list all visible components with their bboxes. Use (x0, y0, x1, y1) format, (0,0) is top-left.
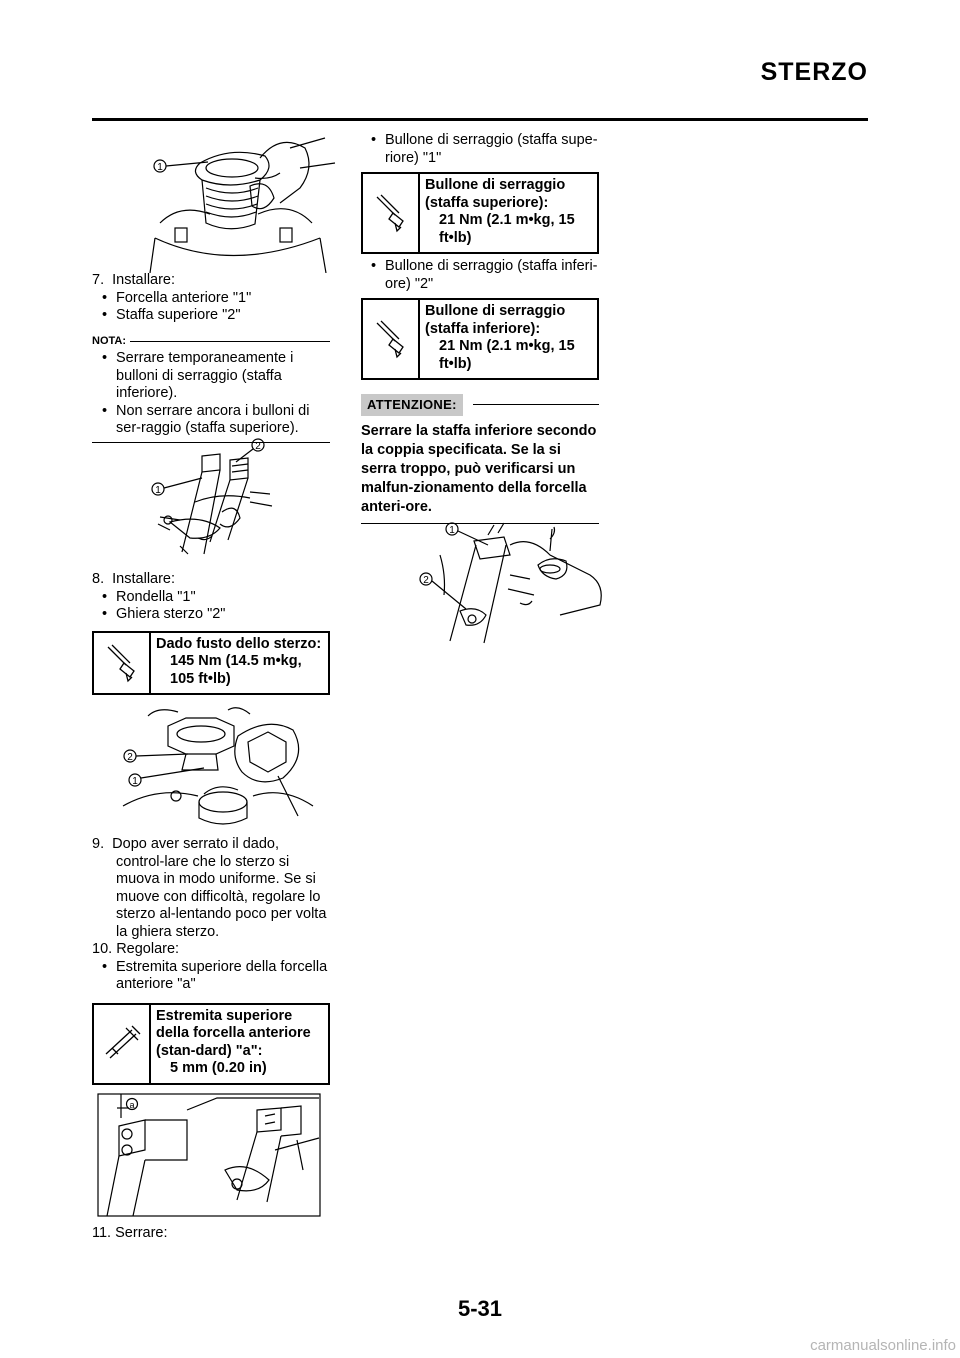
figure-bracket-bolts (410, 515, 610, 645)
spec-fork-top-value: 5 mm (0.20 in) (170, 1060, 267, 1076)
spec-fork-top (92, 1003, 330, 1085)
step-10: 10. Regolare: (92, 941, 180, 957)
watermark: carmanualsonline.info (810, 1337, 956, 1354)
torque-wrench-icon (363, 300, 420, 378)
torque-wrench-icon (363, 174, 420, 252)
fig3-label-1: 1 (132, 776, 138, 787)
caliper-icon (94, 1005, 151, 1083)
fig4-label-a: a (129, 1100, 135, 1110)
step-7: 7. Installare: (92, 272, 176, 288)
spec-steering-nut-title: Dado fusto dello sterzo: (156, 635, 322, 652)
spec-steering-nut-value: 145 Nm (14.5 m•kg, 105 ft•lb) (170, 653, 302, 687)
page-number: 5-31 (457, 1296, 503, 1321)
spec-lower-bolt-value: 21 Nm (2.1 m•kg, 15 ft•lb) (439, 338, 575, 372)
fig5-label-2: 2 (423, 575, 429, 586)
spec-lower-bracket-bolt (361, 298, 599, 380)
step-7-bullet-1: • Forcella anteriore "1" (92, 290, 330, 308)
step-11: 11. Serrare: (92, 1225, 168, 1241)
fig2-label-1: 1 (155, 485, 161, 496)
fig5-label-1: 1 (449, 525, 455, 536)
warning-label: ATTENZIONE: (361, 394, 463, 416)
spec-upper-bolt-title: Bullone di serraggio (staffa superiore): (425, 177, 566, 211)
spec-upper-bolt-value: 21 Nm (2.1 m•kg, 15 ft•lb) (439, 212, 575, 246)
nota-bullet-2: • Non serrare ancora i bulloni di ser-raggio (staffa superiore). (92, 403, 330, 438)
fig3-label-2: 2 (127, 752, 133, 763)
step-8: 8. Installare: (92, 571, 176, 587)
torque-wrench-icon (94, 633, 151, 694)
right-bullet-1: • Bullone di serraggio (staffa supe-riore) "1" (361, 132, 599, 167)
step-7-bullet-2: • Staffa superiore "2" (92, 307, 330, 325)
step-8-bullet-2: • Ghiera sterzo "2" (92, 606, 330, 624)
nota-label: NOTA: (92, 334, 127, 347)
spec-upper-bracket-bolt (361, 172, 599, 254)
warning-block (361, 394, 599, 524)
page-title: STERZO (760, 58, 868, 86)
spec-lower-bolt-title: Bullone di serraggio (staffa inferiore): (425, 303, 566, 337)
spec-fork-top-title: Estremita superiore della forcella anteriore (stan-dard) "a": (156, 1007, 311, 1059)
spec-steering-nut (92, 631, 330, 696)
warning-text: Serrare la staffa inferiore secondo la coppia specificata. Se la si serra troppo, può verificarsi un malfun-zionamento della forcella anteri-ore. (361, 422, 597, 515)
figure-fork-measure (97, 1090, 321, 1218)
step-8-bullet-1: • Rondella "1" (92, 589, 330, 607)
nota-bullet-1: • Serrare temporaneamente i bulloni di serraggio (staffa inferiore). (92, 350, 330, 403)
header-rule (92, 118, 868, 121)
fig2-label-2: 2 (255, 441, 261, 452)
right-bullet-2: • Bullone di serraggio (staffa inferi-ore) "2" (361, 258, 599, 293)
step-9: 9. Dopo aver serrato il dado, control-lare che lo sterzo si muova in modo uniforme. Se si muove con difficoltà, regolare lo sterzo al-lentando poco per volta la ghiera sterzo. (92, 836, 327, 940)
figure-ring-nut (118, 706, 323, 826)
step-10-bullet-1: • Estremita superiore della forcella anteriore "a" (92, 959, 330, 994)
nota-block (92, 333, 330, 443)
figure-fork-install (140, 432, 340, 562)
figure-bearing-race (140, 128, 340, 273)
fig1-label-1: 1 (157, 162, 163, 173)
